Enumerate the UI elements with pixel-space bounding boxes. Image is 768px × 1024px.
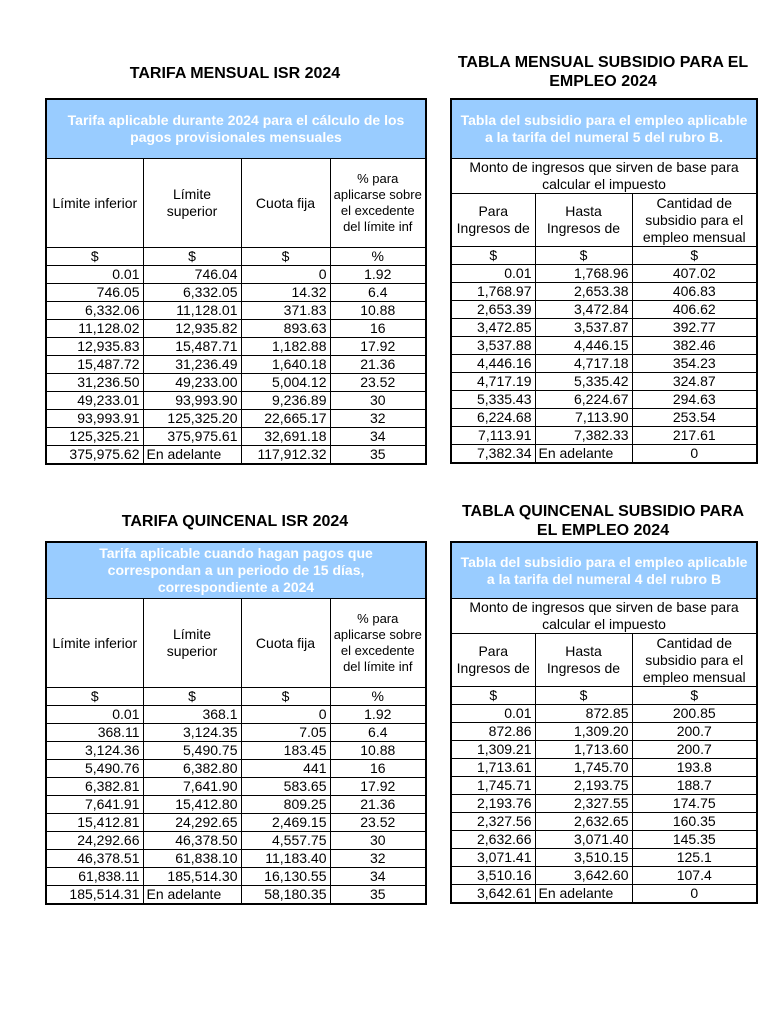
table-row [451,445,757,464]
table-cell: 406.62 [632,301,757,319]
table-subheader: Monto de ingresos que sirven de base para calcular el impuesto [451,599,757,634]
table-cell: 188.7 [632,777,757,795]
table-row [46,302,426,320]
table-cell: 253.54 [632,409,757,427]
mensual-subsidio-table [450,98,758,464]
table-header: Tabla del subsidio para el empleo aplicable a la tarifa del numeral 4 del rubro B [451,542,757,599]
table-row [46,814,426,832]
table-row [46,760,426,778]
table-cell: 3,510.16 [451,867,535,885]
table-cell: 7.05 [241,724,330,742]
unit-cell: $ [143,688,241,706]
mensual-isr-title: TARIFA MENSUAL ISR 2024 [129,65,341,82]
table-row [451,723,757,741]
table-cell: 5,335.43 [451,391,535,409]
table-cell: 7,113.91 [451,427,535,445]
unit-cell: $ [632,687,757,705]
table-cell: 3,071.40 [535,831,632,849]
table-row [46,284,426,302]
quincenal-isr-title: TARIFA QUINCENAL ISR 2024 [121,513,349,530]
table-cell: 872.86 [451,723,535,741]
table-cell: 893.63 [241,320,330,338]
unit-cell: $ [46,248,143,266]
table-cell: 200.85 [632,705,757,723]
table-cell: 6,224.67 [535,391,632,409]
table-cell: 217.61 [632,427,757,445]
unit-cell: $ [46,688,143,706]
table-cell: 11,128.02 [46,320,143,338]
table-cell: 49,233.00 [143,374,241,392]
column-header: Límite inferior [46,599,143,688]
table-cell: 1.92 [330,266,426,284]
quincenal-subsidio-title: TABLA QUINCENAL SUBSIDIO PARA EL EMPLEO 2024 [461,503,745,539]
table-cell: 7,382.33 [535,427,632,445]
table-cell: 12,935.82 [143,320,241,338]
unit-cell: $ [632,247,757,265]
table-cell: 3,537.87 [535,319,632,337]
table-cell: 34 [330,428,426,446]
table-cell: 3,537.88 [451,337,535,355]
table-cell: 0.01 [46,706,143,724]
table-cell: 185,514.31 [46,886,143,905]
table-cell: 809.25 [241,796,330,814]
table-row [451,319,757,337]
table-cell: 392.77 [632,319,757,337]
table-cell: 10.88 [330,302,426,320]
table-row [451,283,757,301]
table-cell: 15,487.72 [46,356,143,374]
column-header: Límite superior [143,159,241,248]
table-cell: 406.83 [632,283,757,301]
table-header: Tabla del subsidio para el empleo aplicable a la tarifa del numeral 5 del rubro B. [451,99,757,159]
table-cell: 1,182.88 [241,338,330,356]
table-cell: 872.85 [535,705,632,723]
column-header: Cuota fija [241,599,330,688]
table-row [451,301,757,319]
table-cell: 61,838.11 [46,868,143,886]
table-cell: 3,472.85 [451,319,535,337]
table-cell: 2,632.65 [535,813,632,831]
table-row [46,886,426,905]
table-row [451,759,757,777]
table-cell: 6.4 [330,284,426,302]
table-cell: 294.63 [632,391,757,409]
table-subheader: Monto de ingresos que sirven de base para calcular el impuesto [451,159,757,194]
table-row [46,850,426,868]
table-cell: 6,332.06 [46,302,143,320]
table-cell: 125,325.21 [46,428,143,446]
table-cell: 1,768.96 [535,265,632,283]
table-row [46,392,426,410]
table-cell: 4,446.15 [535,337,632,355]
table-cell: 31,236.50 [46,374,143,392]
table-cell: 35 [330,446,426,465]
table-cell: 4,557.75 [241,832,330,850]
column-header: Límite inferior [46,159,143,248]
table-cell: 375,975.61 [143,428,241,446]
table-cell: 34 [330,868,426,886]
mensual-isr-table [45,98,427,465]
table-row [46,706,426,724]
table-cell: 375,975.62 [46,446,143,465]
table-cell: 15,412.80 [143,796,241,814]
table-row [451,741,757,759]
table-row [46,446,426,465]
table-cell: 2,632.66 [451,831,535,849]
table-cell: 1,745.71 [451,777,535,795]
unit-cell: $ [241,688,330,706]
table-row [46,724,426,742]
table-cell: 16,130.55 [241,868,330,886]
table-cell: 5,490.75 [143,742,241,760]
table-cell: 368.1 [143,706,241,724]
table-row [451,391,757,409]
table-cell: 183.45 [241,742,330,760]
quincenal-isr-table [45,541,427,905]
table-cell: 1,768.97 [451,283,535,301]
table-row [46,742,426,760]
table-row [451,795,757,813]
table-row [46,796,426,814]
table-row [46,868,426,886]
table-cell: 1.92 [330,706,426,724]
table-cell: 3,124.35 [143,724,241,742]
table-row [451,427,757,445]
table-cell: 2,653.39 [451,301,535,319]
table-cell: 6,382.80 [143,760,241,778]
table-cell: 200.7 [632,723,757,741]
table-cell: 1,713.61 [451,759,535,777]
table-cell: 583.65 [241,778,330,796]
table-cell: 6,382.81 [46,778,143,796]
table-cell: 30 [330,832,426,850]
table-cell: 4,446.16 [451,355,535,373]
table-cell: 5,335.42 [535,373,632,391]
table-cell: 125.1 [632,849,757,867]
table-row [46,320,426,338]
table-row [451,885,757,904]
table-cell: 93,993.91 [46,410,143,428]
table-cell: 1,309.21 [451,741,535,759]
table-row [451,777,757,795]
table-cell: 368.11 [46,724,143,742]
column-header: % para aplicarse sobre el excedente del límite inf [330,159,426,248]
table-cell: 15,412.81 [46,814,143,832]
table-row [451,867,757,885]
table-row [46,410,426,428]
table-cell: 125,325.20 [143,410,241,428]
column-header: Cantidad de subsidio para el empleo mensual [632,194,757,247]
table-header: Tarifa aplicable durante 2024 para el cálculo de los pagos provisionales mensuales [46,99,426,159]
table-cell: 160.35 [632,813,757,831]
table-cell: 354.23 [632,355,757,373]
table-cell: 14.32 [241,284,330,302]
column-header: Cantidad de subsidio para el empleo mensual [632,634,757,687]
table-row [451,813,757,831]
table-cell: 117,912.32 [241,446,330,465]
table-row [46,778,426,796]
column-header: Límite superior [143,599,241,688]
table-cell: 32,691.18 [241,428,330,446]
table-row [451,355,757,373]
table-cell: 61,838.10 [143,850,241,868]
table-cell: 7,641.90 [143,778,241,796]
table-cell: 324.87 [632,373,757,391]
table-cell: 21.36 [330,796,426,814]
unit-cell: $ [451,687,535,705]
column-header: Para Ingresos de [451,194,535,247]
table-cell: 32 [330,410,426,428]
unit-cell: $ [451,247,535,265]
table-cell: 35 [330,886,426,905]
table-cell: 2,327.55 [535,795,632,813]
table-cell: 174.75 [632,795,757,813]
table-cell: 17.92 [330,338,426,356]
table-cell: 0 [632,445,757,464]
table-cell: 4,717.19 [451,373,535,391]
table-cell: 193.8 [632,759,757,777]
table-cell: 3,510.15 [535,849,632,867]
table-cell: En adelante [143,886,241,905]
unit-cell: % [330,248,426,266]
table-cell: 16 [330,760,426,778]
table-cell: 3,071.41 [451,849,535,867]
table-cell: 2,193.76 [451,795,535,813]
table-cell: En adelante [143,446,241,465]
table-cell: 200.7 [632,741,757,759]
table-cell: 1,713.60 [535,741,632,759]
table-cell: 2,469.15 [241,814,330,832]
table-row [451,265,757,283]
table-cell: 16 [330,320,426,338]
table-cell: 0 [241,266,330,284]
unit-cell: % [330,688,426,706]
table-cell: 17.92 [330,778,426,796]
table-cell: 185,514.30 [143,868,241,886]
table-row [451,337,757,355]
table-row [451,373,757,391]
table-cell: 58,180.35 [241,886,330,905]
table-cell: 21.36 [330,356,426,374]
table-cell: 7,382.34 [451,445,535,464]
table-cell: 2,653.38 [535,283,632,301]
table-cell: 1,309.20 [535,723,632,741]
table-cell: 746.04 [143,266,241,284]
table-row [451,409,757,427]
unit-cell: $ [535,247,632,265]
unit-cell: $ [143,248,241,266]
table-cell: 2,193.75 [535,777,632,795]
table-cell: 0.01 [46,266,143,284]
table-cell: 3,642.61 [451,885,535,904]
table-cell: 23.52 [330,374,426,392]
table-cell: 6,332.05 [143,284,241,302]
table-cell: 407.02 [632,265,757,283]
column-header: % para aplicarse sobre el excedente del límite inf [330,599,426,688]
table-cell: En adelante [535,885,632,904]
table-row [46,832,426,850]
table-cell: 22,665.17 [241,410,330,428]
table-row [451,705,757,723]
table-cell: 7,641.91 [46,796,143,814]
table-row [46,266,426,284]
table-cell: 371.83 [241,302,330,320]
table-cell: 145.35 [632,831,757,849]
column-header: Hasta Ingresos de [535,634,632,687]
table-cell: 11,128.01 [143,302,241,320]
table-cell: 5,004.12 [241,374,330,392]
table-cell: 2,327.56 [451,813,535,831]
table-cell: 4,717.18 [535,355,632,373]
table-cell: 32 [330,850,426,868]
unit-cell: $ [535,687,632,705]
table-cell: 3,124.36 [46,742,143,760]
table-cell: 24,292.66 [46,832,143,850]
table-cell: 93,993.90 [143,392,241,410]
column-header: Hasta Ingresos de [535,194,632,247]
table-cell: 0 [632,885,757,904]
unit-cell: $ [241,248,330,266]
table-cell: 7,113.90 [535,409,632,427]
table-cell: 6,224.68 [451,409,535,427]
table-cell: 1,640.18 [241,356,330,374]
column-header: Para Ingresos de [451,634,535,687]
table-cell: 3,472.84 [535,301,632,319]
table-cell: En adelante [535,445,632,464]
table-row [46,374,426,392]
table-cell: 11,183.40 [241,850,330,868]
table-row [451,831,757,849]
table-cell: 9,236.89 [241,392,330,410]
table-cell: 23.52 [330,814,426,832]
table-cell: 3,642.60 [535,867,632,885]
table-row [46,356,426,374]
table-cell: 746.05 [46,284,143,302]
table-row [46,428,426,446]
table-cell: 46,378.51 [46,850,143,868]
table-cell: 441 [241,760,330,778]
table-cell: 0.01 [451,265,535,283]
table-cell: 15,487.71 [143,338,241,356]
table-row [451,849,757,867]
table-cell: 6.4 [330,724,426,742]
table-cell: 30 [330,392,426,410]
quincenal-subsidio-table [450,541,758,904]
table-cell: 12,935.83 [46,338,143,356]
table-cell: 46,378.50 [143,832,241,850]
table-cell: 382.46 [632,337,757,355]
table-cell: 24,292.65 [143,814,241,832]
table-header: Tarifa aplicable cuando hagan pagos que correspondan a un periodo de 15 días, correspondiente a 2024 [46,542,426,599]
table-cell: 31,236.49 [143,356,241,374]
table-cell: 10.88 [330,742,426,760]
table-cell: 1,745.70 [535,759,632,777]
table-cell: 49,233.01 [46,392,143,410]
table-row [46,338,426,356]
table-cell: 0 [241,706,330,724]
table-cell: 107.4 [632,867,757,885]
mensual-subsidio-title: TABLA MENSUAL SUBSIDIO PARA EL EMPLEO 2024 [457,54,749,90]
table-cell: 5,490.76 [46,760,143,778]
column-header: Cuota fija [241,159,330,248]
table-cell: 0.01 [451,705,535,723]
